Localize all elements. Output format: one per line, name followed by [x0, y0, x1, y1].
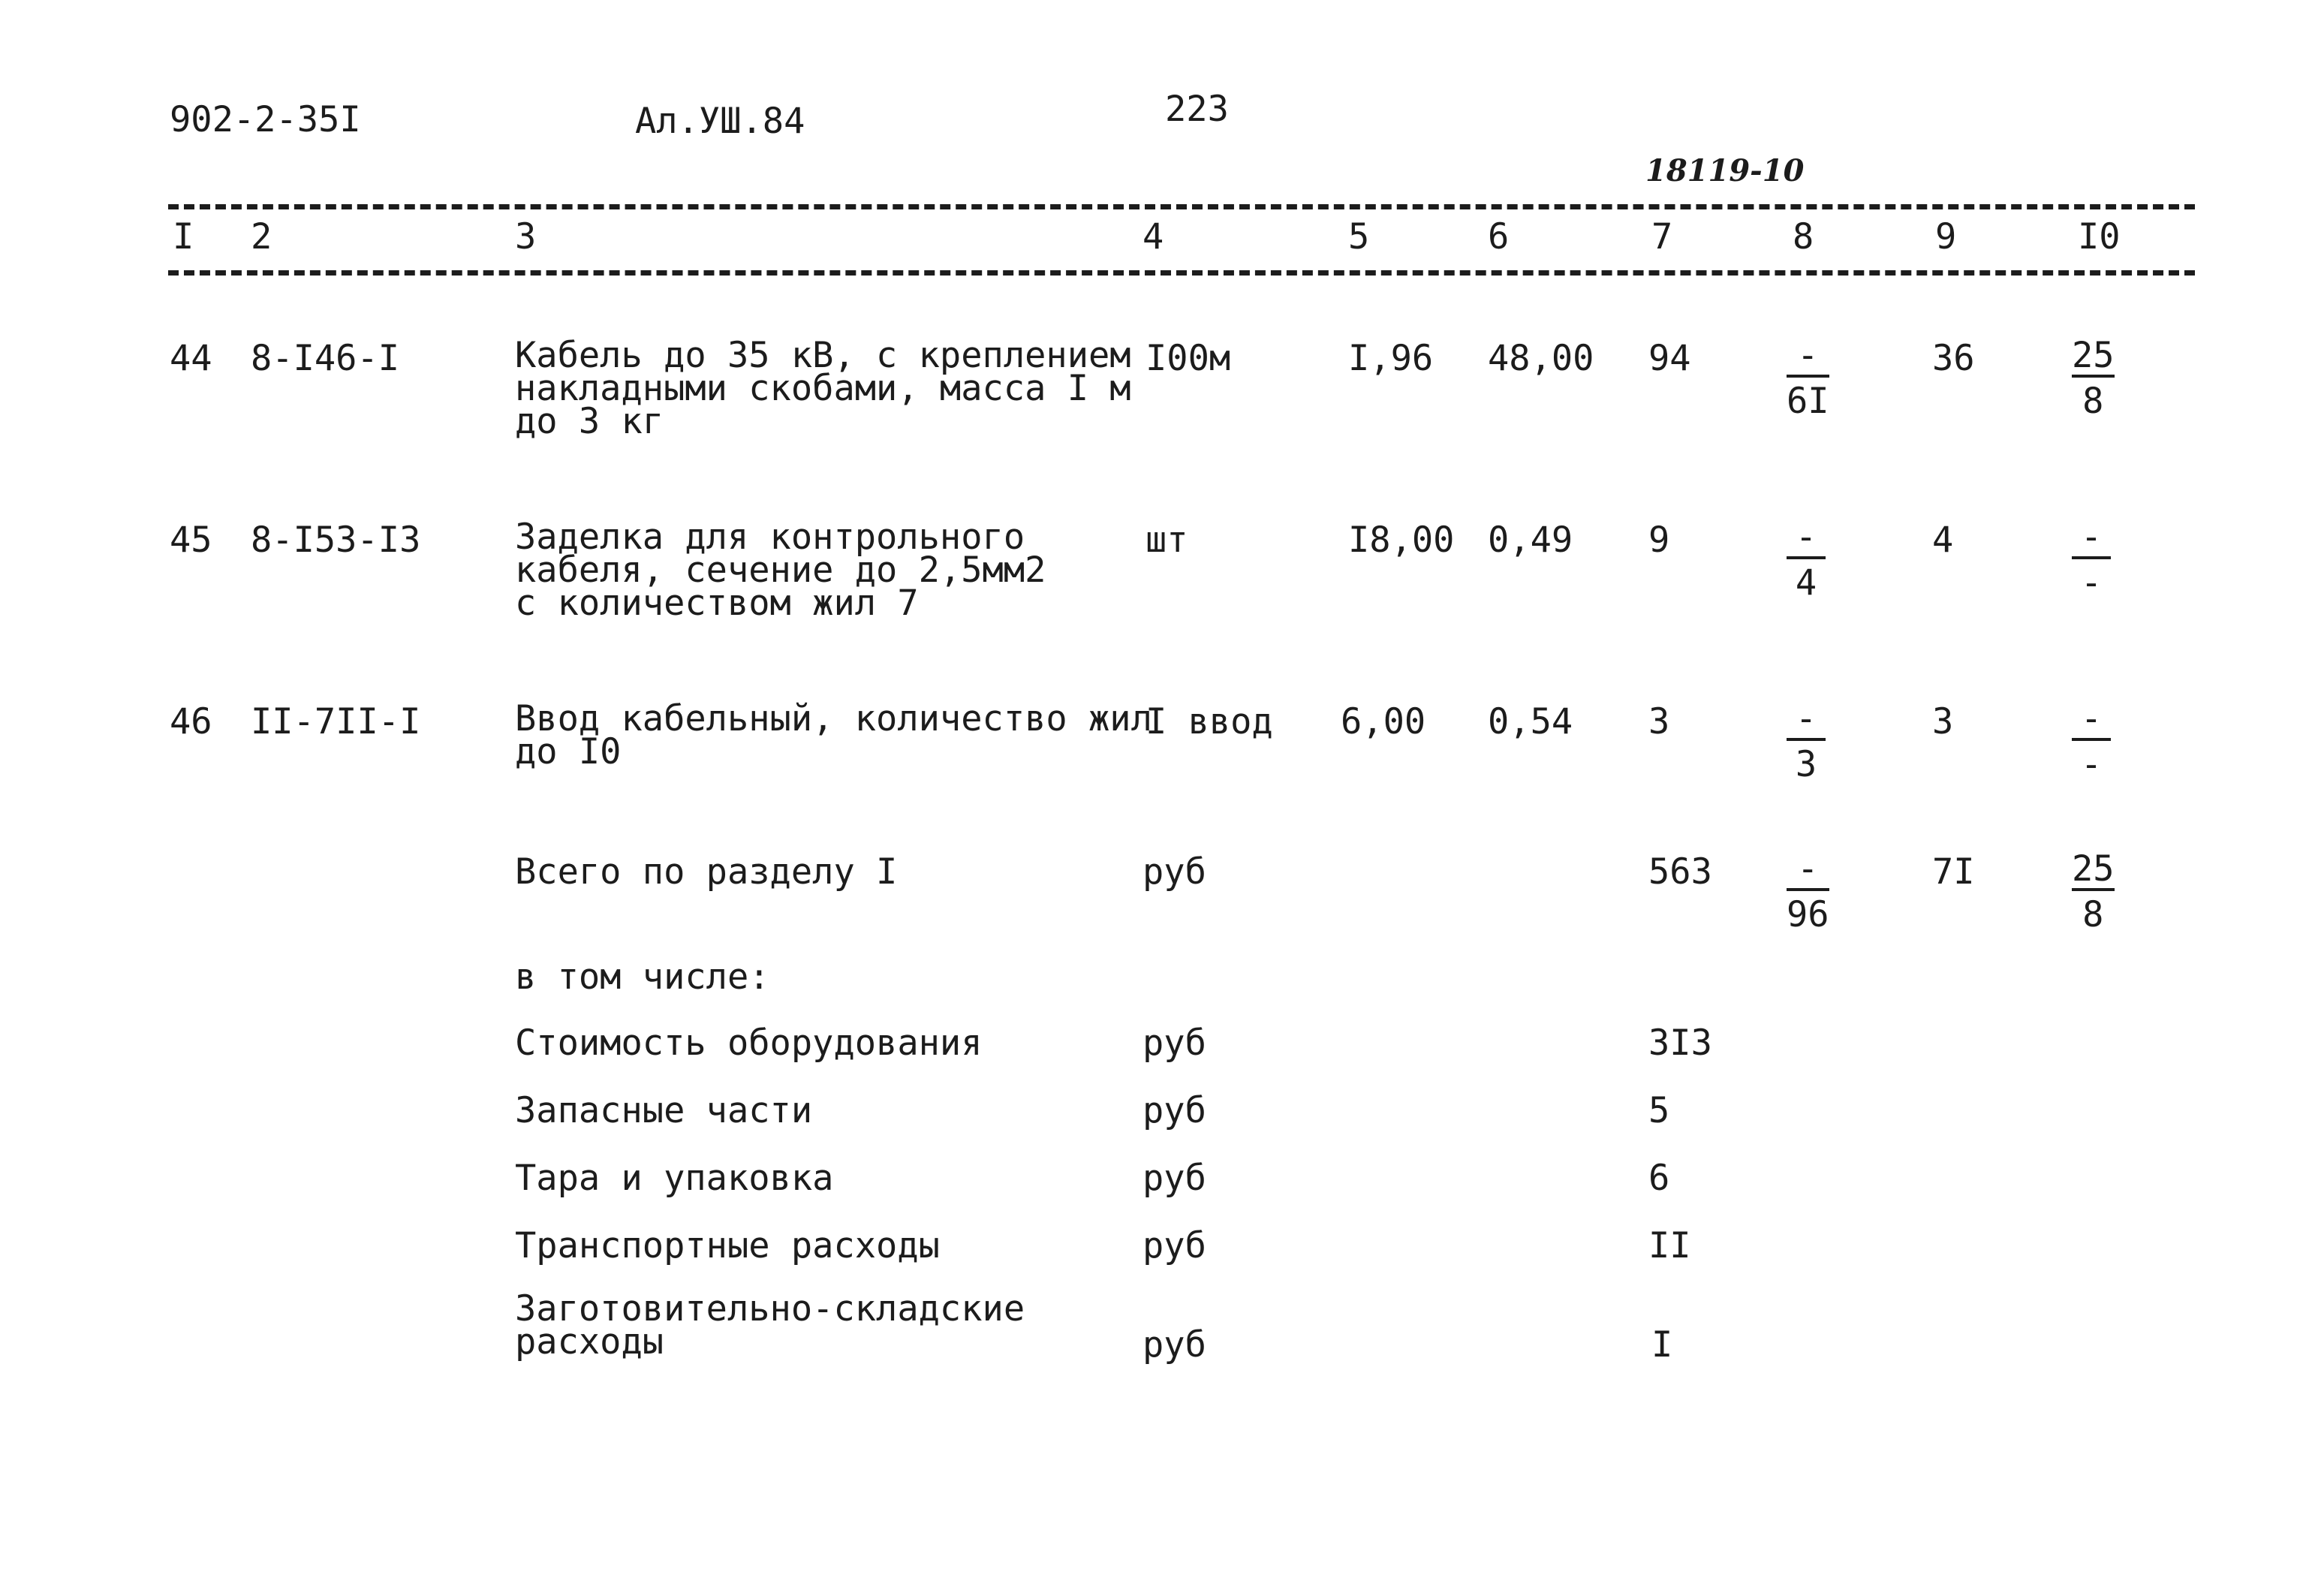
- column-9-value: 36: [1932, 338, 1975, 379]
- fraction-denominator: 3: [1795, 744, 1817, 785]
- unit: шт: [1145, 519, 1188, 561]
- fraction-numerator: -: [1787, 851, 1829, 891]
- fraction-denominator: -: [2080, 744, 2103, 785]
- including-label: в том числе:: [515, 956, 770, 998]
- fraction-numerator: -: [1787, 701, 1826, 741]
- column-header: 2: [251, 216, 272, 257]
- unit-price: 48,00: [1488, 338, 1594, 379]
- unit: руб: [1142, 1225, 1206, 1266]
- column-header: 3: [515, 216, 537, 257]
- quantity: I,96: [1348, 338, 1434, 379]
- column-8-fraction: [1787, 698, 1826, 785]
- column-9-value: 7I: [1932, 851, 1975, 893]
- section-total-label: Всего по разделу I: [515, 851, 898, 893]
- column-header: 6: [1488, 216, 1510, 257]
- total-cost: 9: [1648, 519, 1670, 561]
- column-8-fraction: [1787, 335, 1829, 422]
- column-header: 7: [1651, 216, 1673, 257]
- breakdown-label: Запасные части: [515, 1090, 813, 1131]
- fraction-denominator: 8: [2082, 381, 2104, 422]
- column-10-fraction: [2072, 848, 2115, 935]
- total-cost: 94: [1648, 338, 1691, 379]
- row-number: 44: [170, 338, 212, 379]
- quantity: 6,00: [1341, 701, 1426, 742]
- unit: руб: [1142, 1158, 1206, 1199]
- fraction-numerator: 25: [2072, 848, 2115, 890]
- breakdown-value: II: [1648, 1225, 1691, 1266]
- column-header: 4: [1142, 216, 1164, 257]
- breakdown-value: 6: [1648, 1158, 1670, 1199]
- fraction-denominator: 6I: [1787, 381, 1829, 422]
- item-description: Ввод кабельный, количество жил до I0: [515, 698, 1152, 772]
- column-10-fraction: [2072, 698, 2111, 785]
- column-9-value: 3: [1932, 701, 1954, 742]
- column-8-fraction: [1787, 848, 1829, 935]
- fraction-denominator: -: [2080, 562, 2103, 604]
- breakdown-value: 3I3: [1648, 1022, 1712, 1064]
- column-10-fraction: [2072, 516, 2111, 604]
- rate-code: 8-I53-I3: [251, 519, 421, 561]
- fraction-numerator: -: [2072, 519, 2111, 559]
- column-10-fraction: [2072, 335, 2115, 422]
- column-header: I0: [2078, 216, 2121, 257]
- fraction-denominator: 4: [1795, 562, 1817, 604]
- item-description: Кабель до 35 кВ, с креплением накладными скобами, масса I м до 3 кг: [515, 335, 1131, 442]
- unit: I ввод: [1145, 701, 1273, 742]
- row-number: 46: [170, 701, 212, 742]
- fraction-denominator: 8: [2082, 894, 2104, 935]
- page-number: 223: [1165, 89, 1229, 130]
- unit: руб: [1142, 1324, 1206, 1366]
- document-code: 902-2-35I: [170, 99, 361, 140]
- handwritten-stamp: 18119-10: [1645, 153, 1805, 188]
- fraction-numerator: -: [1787, 519, 1826, 559]
- column-9-value: 4: [1932, 519, 1954, 561]
- unit: I00м: [1145, 338, 1231, 379]
- unit-price: 0,54: [1488, 701, 1573, 742]
- fraction-numerator: -: [2072, 701, 2111, 741]
- quantity: I8,00: [1348, 519, 1455, 561]
- item-description: Заделка для контрольного кабеля, сечение до 2,5мм2 с количеством жил 7: [515, 516, 1046, 624]
- unit: руб: [1142, 1022, 1206, 1064]
- rate-code: 8-I46-I: [251, 338, 400, 379]
- rate-code: II-7II-I: [251, 701, 421, 742]
- fraction-numerator: -: [1787, 338, 1829, 378]
- breakdown-value: 5: [1648, 1090, 1670, 1131]
- column-8-fraction: [1787, 516, 1826, 604]
- fraction-denominator: 96: [1787, 894, 1829, 935]
- row-number: 45: [170, 519, 212, 561]
- unit: руб: [1142, 851, 1206, 893]
- unit-price: 0,49: [1488, 519, 1573, 561]
- breakdown-value: I: [1651, 1324, 1673, 1366]
- header-bottom-rule: [168, 270, 2195, 276]
- breakdown-label: Заготовительно-складские расходы: [515, 1288, 1025, 1363]
- breakdown-label: Тара и упаковка: [515, 1158, 834, 1199]
- total-cost: 563: [1648, 851, 1712, 893]
- total-cost: 3: [1648, 701, 1670, 742]
- column-header: I: [173, 216, 194, 257]
- column-header: 5: [1348, 216, 1370, 257]
- column-header: 8: [1793, 216, 1814, 257]
- column-header: 9: [1935, 216, 1957, 257]
- album-reference: Ал.УШ.84: [635, 101, 805, 142]
- unit: руб: [1142, 1090, 1206, 1131]
- fraction-numerator: 25: [2072, 335, 2115, 376]
- breakdown-label: Стоимость оборудования: [515, 1022, 983, 1064]
- header-top-rule: [168, 204, 2195, 209]
- breakdown-label: Транспортные расходы: [515, 1225, 940, 1266]
